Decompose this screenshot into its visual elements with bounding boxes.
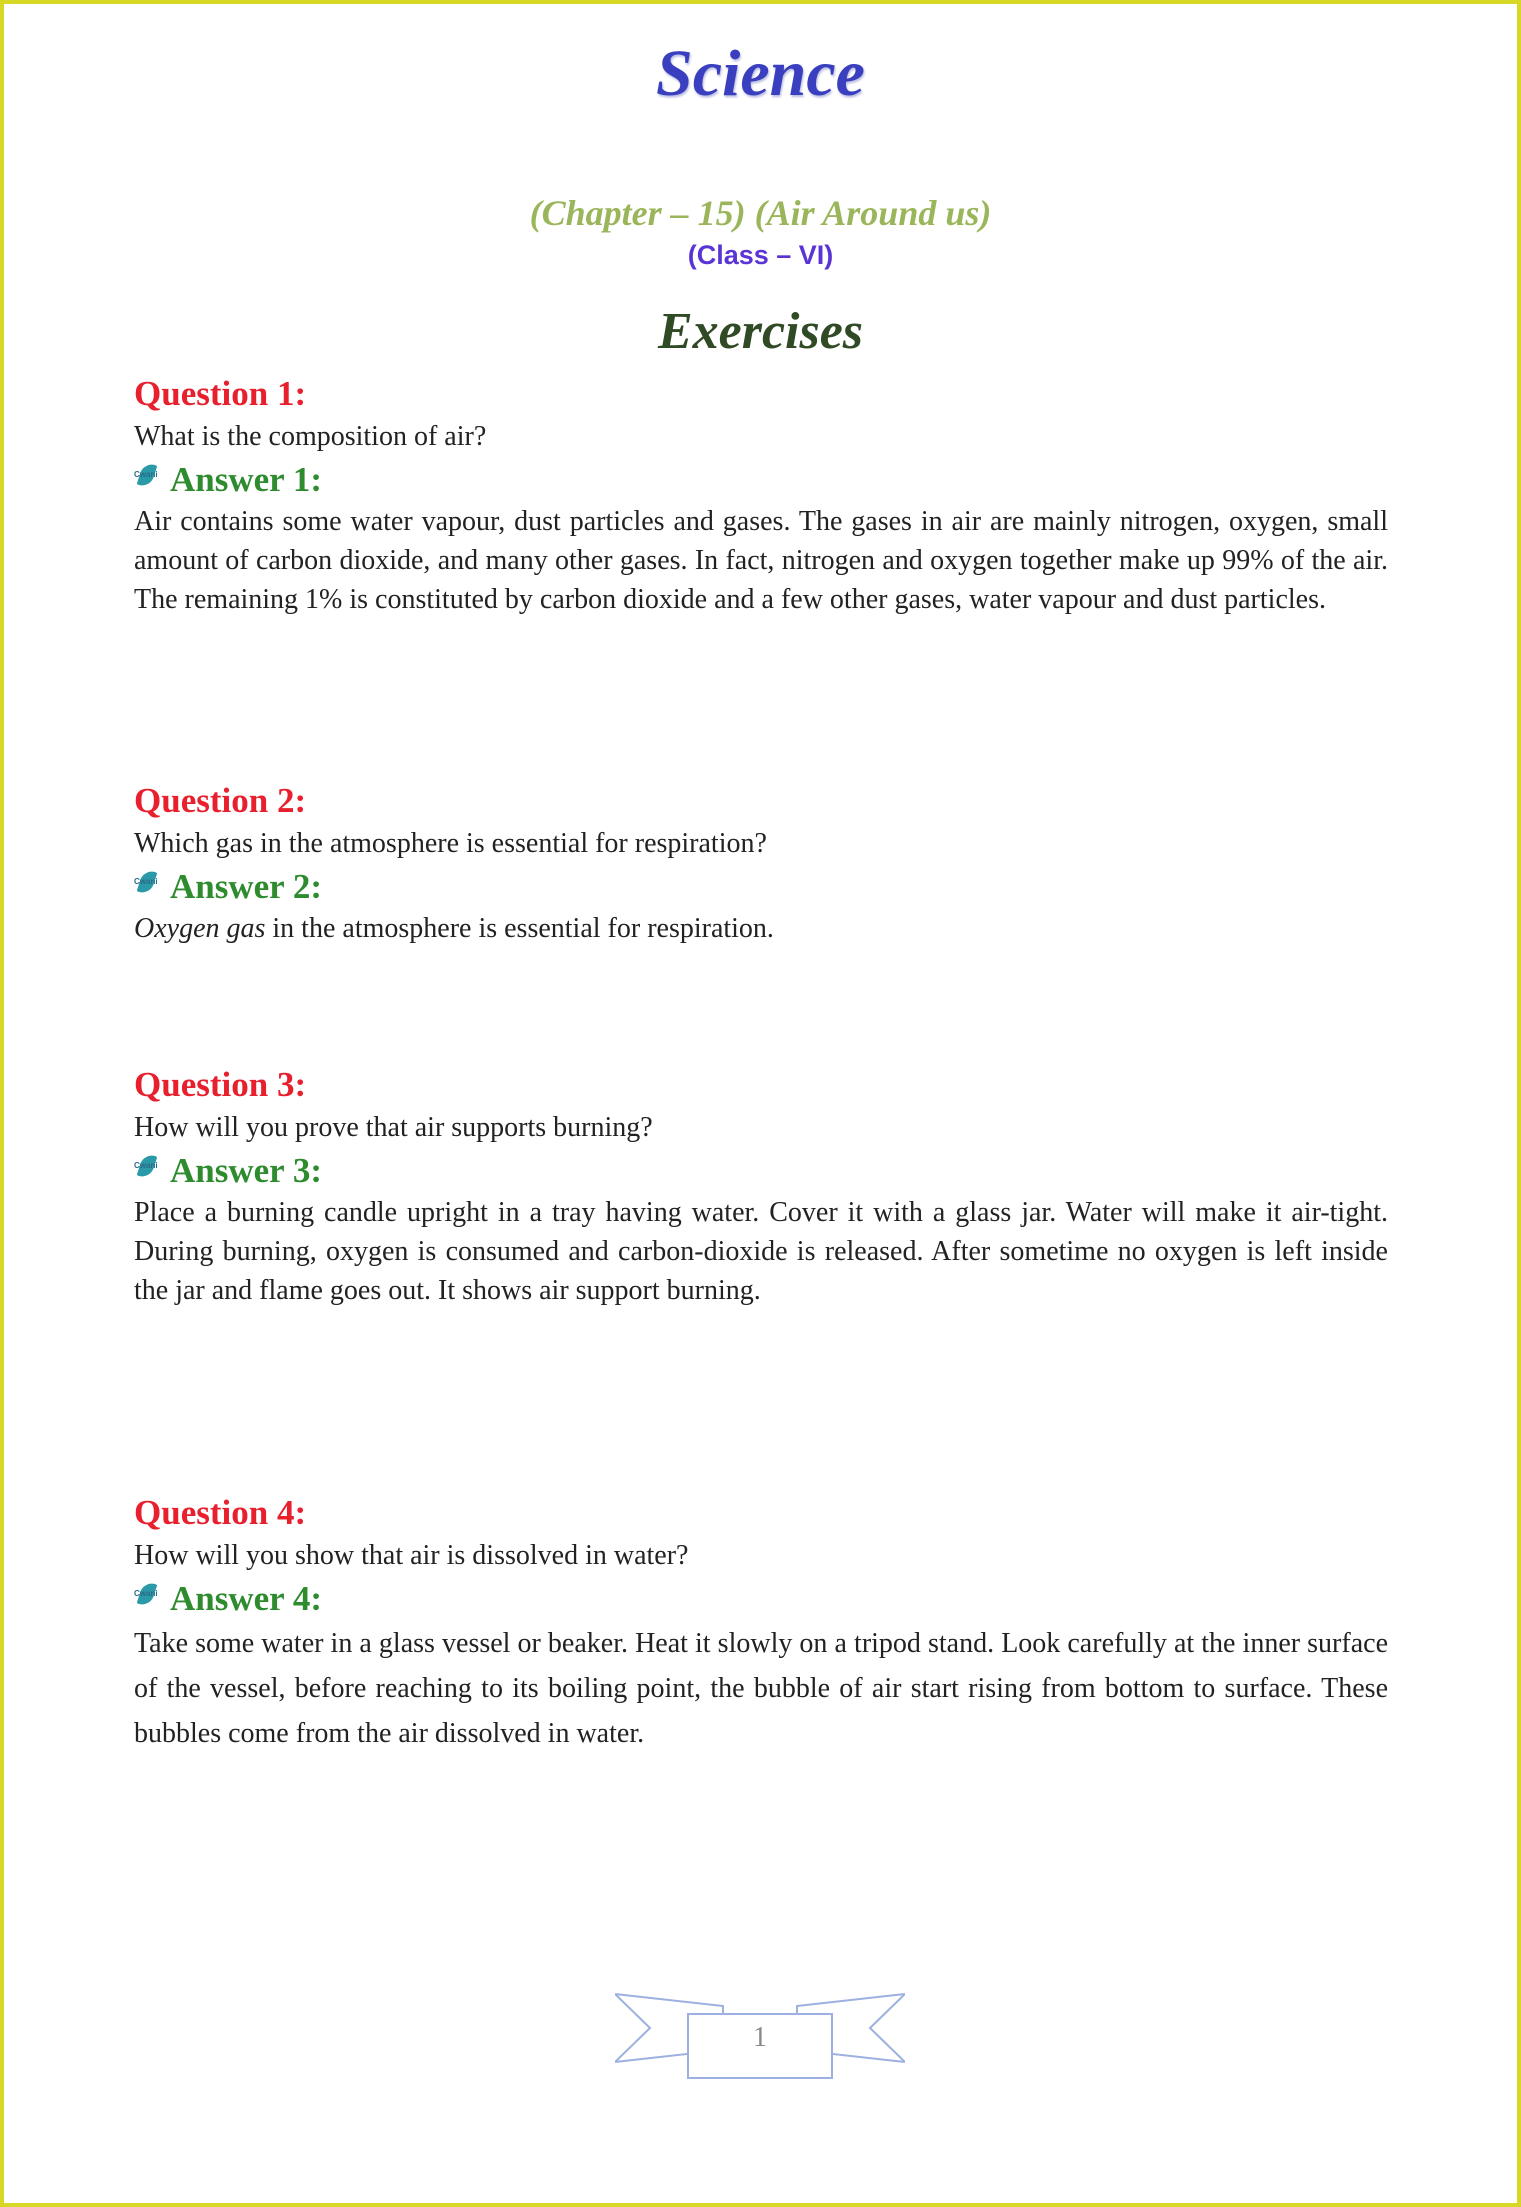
leaf-logo-icon xyxy=(134,870,164,904)
question-text: How will you show that air is dissolved in water? xyxy=(134,1540,689,1571)
question-text: What is the composition of air? xyxy=(134,421,487,452)
page-number-ribbon xyxy=(615,1990,905,2090)
answer-text xyxy=(134,909,1388,948)
section-heading: Exercises xyxy=(657,303,864,360)
answer-rest: in the atmosphere is essential for respiration. xyxy=(265,913,774,944)
answer-label: Answer 2: xyxy=(170,867,322,906)
answer-label-row xyxy=(134,458,1388,502)
answer-text: Place a burning candle upright in a tray having water. Cover it with a glass jar. Water will make it air-tight. During burning, oxygen is consumed and carbon-dioxide is released. After sometime no oxygen is left inside the jar and flame goes out. It shows air support burning. xyxy=(134,1197,1388,1306)
page-title: Science xyxy=(656,37,865,110)
question-label: Question 4: xyxy=(134,1493,307,1532)
class-heading: (Class – VI) xyxy=(687,240,834,270)
question-label: Question 1: xyxy=(134,374,307,413)
chapter-heading: (Chapter – 15) (Air Around us) xyxy=(529,193,992,233)
question-text: Which gas in the atmosphere is essential for respiration? xyxy=(134,828,767,859)
leaf-logo-icon xyxy=(134,463,164,497)
leaf-logo-icon xyxy=(134,1582,164,1616)
question-label: Question 3: xyxy=(134,1065,307,1104)
question-label: Question 2: xyxy=(134,781,307,820)
answer-text: Take some water in a glass vessel or beaker. Heat it slowly on a tripod stand. Look carefully at the inner surface of the vessel, before reaching to its boiling point, the bubble of air start rising from bottom to surface. These bubbles come from the air dissolved in water. xyxy=(134,1628,1388,1749)
answer-text: Air contains some water vapour, dust particles and gases. The gases in air are mainly nitrogen, oxygen, small amount of carbon dioxide, and many other gases. In fact, nitrogen and oxygen together make up 99% of the air. The remaining 1% is constituted by carbon dioxide and a few other gases, water vapour and dust particles. xyxy=(134,506,1388,615)
answer-label: Answer 3: xyxy=(170,1151,322,1190)
question-block-2 xyxy=(134,779,1388,948)
question-text: How will you prove that air supports burning? xyxy=(134,1112,653,1143)
question-block-4 xyxy=(134,1491,1388,1756)
question-block-3 xyxy=(134,1063,1388,1310)
question-block-1 xyxy=(134,372,1388,619)
answer-label-row xyxy=(134,865,1388,909)
answer-label: Answer 1: xyxy=(170,460,322,499)
answer-label: Answer 4: xyxy=(170,1579,322,1618)
answer-emphasis: Oxygen gas xyxy=(134,913,266,944)
answer-label-row xyxy=(134,1577,1388,1621)
page-number: 1 xyxy=(753,2022,767,2053)
leaf-logo-icon xyxy=(134,1154,164,1188)
answer-label-row xyxy=(134,1149,1388,1193)
